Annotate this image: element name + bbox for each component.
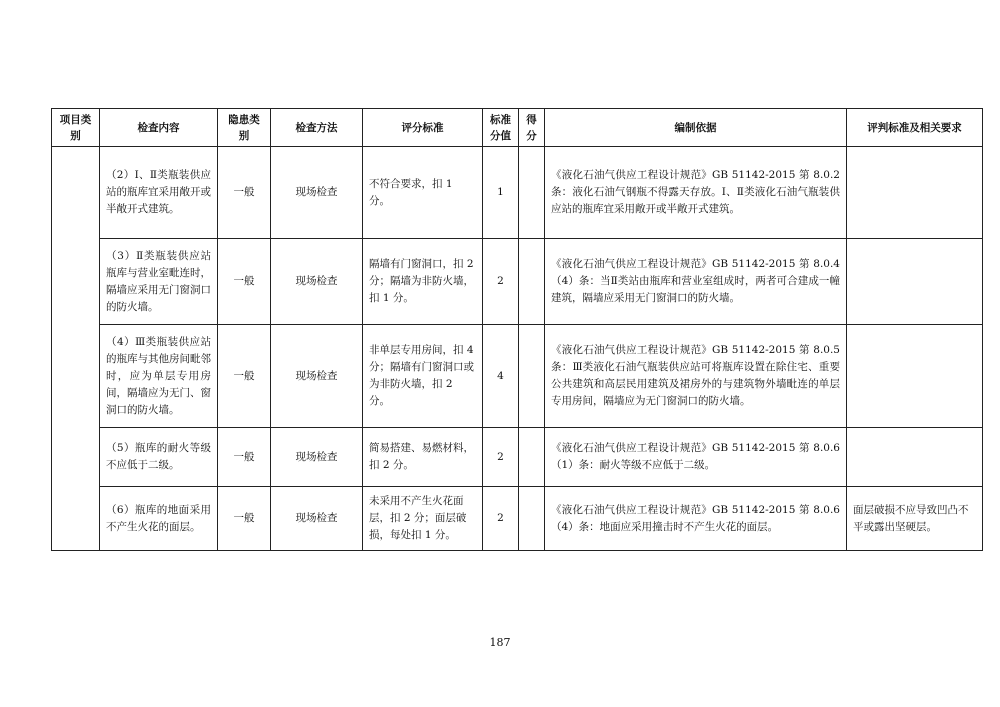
table-row	[52, 239, 983, 325]
content-cell: （5）瓶库的耐火等级不应低于二级。	[100, 428, 218, 487]
table-row	[52, 147, 983, 239]
header-method: 检查方法	[271, 109, 363, 147]
got-cell	[519, 147, 545, 239]
header-basis: 编制依据	[545, 109, 847, 147]
basis-cell: 《液化石油气供应工程设计规范》GB 51142-2015 第 8.0.6（1）条：耐火等级不应低于二级。	[545, 428, 847, 487]
criteria-cell: 简易搭建、易燃材料，扣 2 分。	[363, 428, 483, 487]
table-row	[52, 325, 983, 428]
basis-cell: 《液化石油气供应工程设计规范》GB 51142-2015 第 8.0.2 条：液化石油气钢瓶不得露天存放。Ⅰ、Ⅱ类液化石油气瓶装供应站的瓶库宜采用敞开或半敞开式建筑。	[545, 147, 847, 239]
score-cell: 1	[483, 147, 519, 239]
criteria-cell: 未采用不产生火花面层，扣 2 分；面层破损，每处扣 1 分。	[363, 487, 483, 551]
basis-cell: 《液化石油气供应工程设计规范》GB 51142-2015 第 8.0.5 条：Ⅲ类液化石油气瓶装供应站可将瓶库设置在除住宅、重要公共建筑和高层民用建筑及裙房外的与建筑物外墙毗连的单层专用房间，隔墙应为无门窗洞口的防火墙。	[545, 325, 847, 428]
criteria-cell: 非单层专用房间，扣 4 分；隔墙有门窗洞口或为非防火墙，扣 2 分。	[363, 325, 483, 428]
got-cell	[519, 428, 545, 487]
criteria-cell: 隔墙有门窗洞口，扣 2 分；隔墙为非防火墙，扣 1 分。	[363, 239, 483, 325]
category-cell	[52, 147, 100, 551]
score-cell: 2	[483, 428, 519, 487]
requirements-cell	[847, 428, 983, 487]
page-number: 187	[489, 636, 511, 649]
requirements-cell	[847, 147, 983, 239]
method-cell: 现场检查	[271, 147, 363, 239]
got-cell	[519, 239, 545, 325]
requirements-cell: 面层破损不应导致凹凸不平或露出坚硬层。	[847, 487, 983, 551]
content-cell: （4）Ⅲ类瓶装供应站的瓶库与其他房间毗邻时，应为单层专用房间，隔墙应为无门、窗洞口的防火墙。	[100, 325, 218, 428]
basis-cell: 《液化石油气供应工程设计规范》GB 51142-2015 第 8.0.6（4）条：地面应采用撞击时不产生火花的面层。	[545, 487, 847, 551]
header-score: 标准分值	[483, 109, 519, 147]
method-cell: 现场检查	[271, 487, 363, 551]
score-cell: 4	[483, 325, 519, 428]
table-row	[52, 487, 983, 551]
header-category: 项目类别	[52, 109, 100, 147]
got-cell	[519, 325, 545, 428]
header-requirements: 评判标准及相关要求	[847, 109, 983, 147]
criteria-cell: 不符合要求，扣 1 分。	[363, 147, 483, 239]
risk-cell: 一般	[218, 325, 271, 428]
content-cell: （3）Ⅱ类瓶装供应站瓶库与营业室毗连时，隔墙应采用无门窗洞口的防火墙。	[100, 239, 218, 325]
score-cell: 2	[483, 239, 519, 325]
content-cell: （6）瓶库的地面采用不产生火花的面层。	[100, 487, 218, 551]
inspection-table	[51, 108, 983, 551]
table-header-row	[52, 109, 983, 147]
requirements-cell	[847, 325, 983, 428]
header-got: 得分	[519, 109, 545, 147]
basis-cell: 《液化石油气供应工程设计规范》GB 51142-2015 第 8.0.4（4）条：当Ⅱ类站由瓶库和营业室组成时，两者可合建成一幢建筑，隔墙应采用无门窗洞口的防火墙。	[545, 239, 847, 325]
risk-cell: 一般	[218, 239, 271, 325]
content-cell: （2）Ⅰ、Ⅱ类瓶装供应站的瓶库宜采用敞开或半敞开式建筑。	[100, 147, 218, 239]
risk-cell: 一般	[218, 428, 271, 487]
got-cell	[519, 487, 545, 551]
risk-cell: 一般	[218, 487, 271, 551]
requirements-cell	[847, 239, 983, 325]
method-cell: 现场检查	[271, 239, 363, 325]
header-criteria: 评分标准	[363, 109, 483, 147]
method-cell: 现场检查	[271, 428, 363, 487]
method-cell: 现场检查	[271, 325, 363, 428]
score-cell: 2	[483, 487, 519, 551]
header-content: 检查内容	[100, 109, 218, 147]
risk-cell: 一般	[218, 147, 271, 239]
table-row	[52, 428, 983, 487]
header-risk: 隐患类别	[218, 109, 271, 147]
